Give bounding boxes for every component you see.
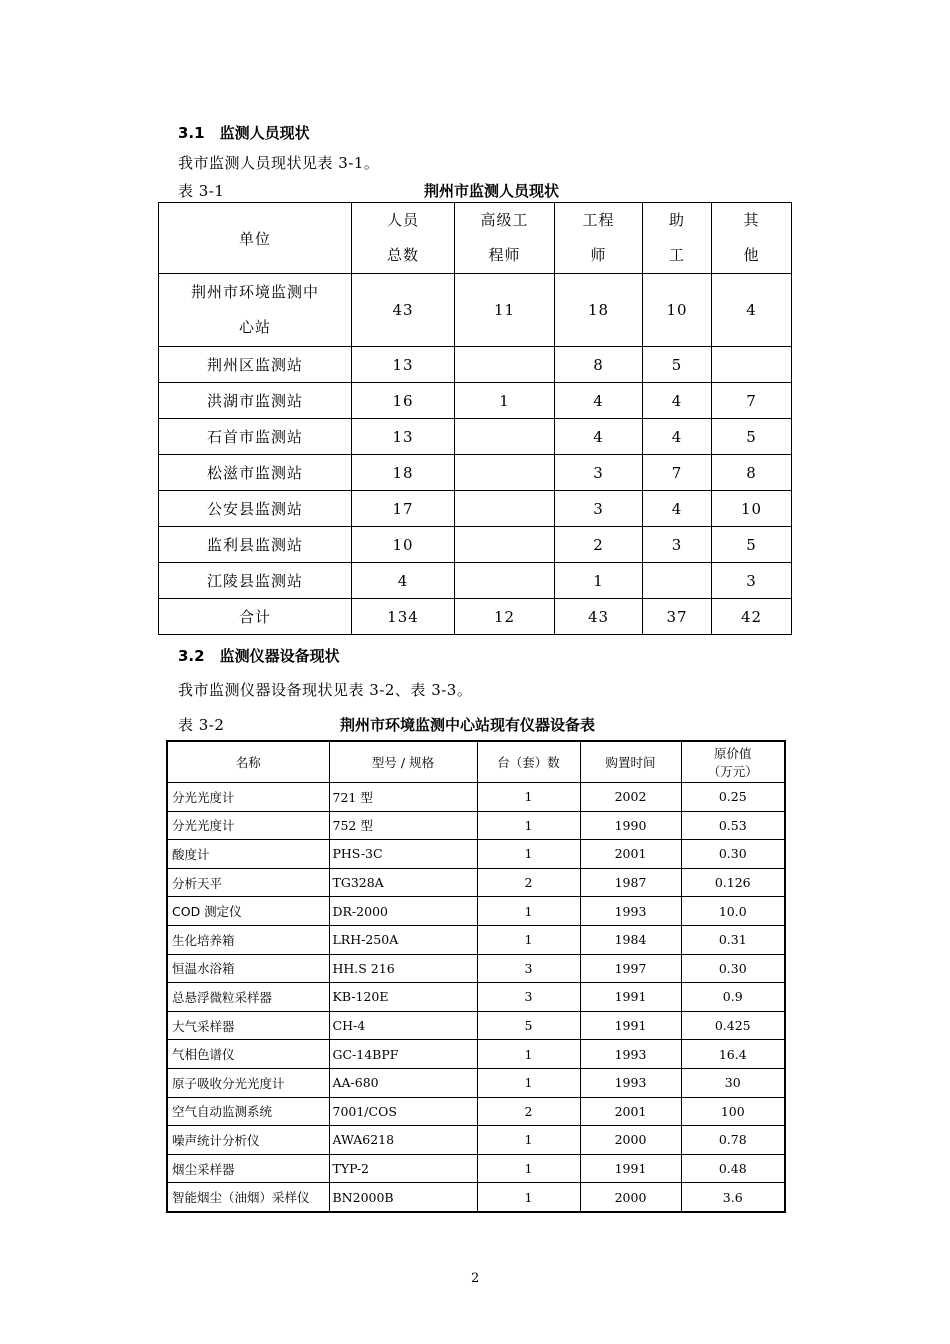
header-assistant-line2: 工 <box>668 246 685 264</box>
cell-other: 8 <box>712 455 792 491</box>
section-3-2-title: 3.2 监测仪器设备现状 <box>178 647 340 665</box>
cell-purchase-time: 1993 <box>580 1068 681 1097</box>
cell-engineer: 43 <box>555 599 643 635</box>
header-other <box>712 203 792 274</box>
cell-name: 大气采样器 <box>167 1011 329 1040</box>
page-number: 2 <box>471 1271 480 1286</box>
cell-original-value: 0.425 <box>681 1011 785 1040</box>
table-row <box>159 599 792 635</box>
cell-original-value: 0.9 <box>681 983 785 1012</box>
table-row <box>159 383 792 419</box>
cell-unit-label: 监利县监测站 <box>206 536 303 554</box>
cell-original-value: 30 <box>681 1068 785 1097</box>
cell-name: 恒温水浴箱 <box>167 954 329 983</box>
cell-unit-label: 荆州区监测站 <box>206 356 303 374</box>
cell-unit <box>159 599 352 635</box>
cell-other: 42 <box>712 599 792 635</box>
table-header-row <box>167 741 785 783</box>
cell-purchase-time: 1991 <box>580 1011 681 1040</box>
cell-model: GC-14BPF <box>329 1040 477 1069</box>
cell-model: 7001/COS <box>329 1097 477 1126</box>
header-assistant <box>643 203 712 274</box>
table-row <box>167 783 785 812</box>
cell-model: 752 型 <box>329 811 477 840</box>
cell-senior <box>455 491 555 527</box>
cell-model: AA-680 <box>329 1068 477 1097</box>
header-assistant-line1: 助 <box>668 211 685 229</box>
cell-purchase-time: 2000 <box>580 1183 681 1212</box>
cell-senior: 12 <box>455 599 555 635</box>
cell-total: 134 <box>352 599 455 635</box>
table-header-row <box>159 203 792 274</box>
cell-unit <box>159 563 352 599</box>
cell-quantity: 1 <box>477 1183 580 1212</box>
cell-total: 13 <box>352 347 455 383</box>
cell-assistant: 5 <box>643 347 712 383</box>
cell-name: 智能烟尘（油烟）采样仪 <box>167 1183 329 1212</box>
header-senior-engineer <box>455 203 555 274</box>
table-row <box>159 563 792 599</box>
header-unit <box>159 203 352 274</box>
table-3-1-title: 荆州市监测人员现状 <box>424 182 560 200</box>
cell-quantity: 1 <box>477 897 580 926</box>
cell-unit-label: 松滋市监测站 <box>206 464 303 482</box>
cell-quantity: 1 <box>477 783 580 812</box>
cell-original-value: 0.25 <box>681 783 785 812</box>
cell-total: 17 <box>352 491 455 527</box>
table-row <box>159 455 792 491</box>
table-row <box>167 840 785 869</box>
cell-senior: 1 <box>455 383 555 419</box>
table-row <box>167 1154 785 1183</box>
cell-quantity: 2 <box>477 1097 580 1126</box>
cell-senior <box>455 419 555 455</box>
cell-assistant: 4 <box>643 491 712 527</box>
cell-unit <box>159 347 352 383</box>
table-3-1-label: 表 3-1 <box>178 182 225 200</box>
header-original-value-line1: 原价值 <box>713 746 752 761</box>
cell-engineer: 3 <box>555 491 643 527</box>
cell-purchase-time: 1993 <box>580 897 681 926</box>
cell-quantity: 1 <box>477 1126 580 1155</box>
cell-original-value: 0.30 <box>681 954 785 983</box>
cell-original-value: 0.30 <box>681 840 785 869</box>
cell-purchase-time: 1991 <box>580 983 681 1012</box>
cell-other: 10 <box>712 491 792 527</box>
header-engineer <box>555 203 643 274</box>
cell-engineer: 8 <box>555 347 643 383</box>
header-total-line2: 总数 <box>386 246 419 264</box>
cell-original-value: 0.31 <box>681 925 785 954</box>
cell-assistant: 3 <box>643 527 712 563</box>
cell-name: 分析天平 <box>167 868 329 897</box>
cell-model: CH-4 <box>329 1011 477 1040</box>
cell-original-value: 16.4 <box>681 1040 785 1069</box>
cell-quantity: 5 <box>477 1011 580 1040</box>
header-name: 名称 <box>167 741 329 783</box>
cell-name: COD 测定仪 <box>167 897 329 926</box>
cell-name: 烟尘采样器 <box>167 1154 329 1183</box>
table-row <box>167 1068 785 1097</box>
section-3-1-intro: 我市监测人员现状见表 3-1。 <box>178 154 380 172</box>
cell-senior: 11 <box>455 274 555 347</box>
cell-unit-label: 合计 <box>238 608 271 626</box>
table-3-2-label: 表 3-2 <box>178 716 225 734</box>
cell-name: 分光光度计 <box>167 783 329 812</box>
header-original-value <box>681 741 785 783</box>
cell-purchase-time: 1987 <box>580 868 681 897</box>
cell-other: 4 <box>712 274 792 347</box>
table-row <box>159 491 792 527</box>
header-senior-engineer-line1: 高级工 <box>480 211 529 229</box>
cell-unit <box>159 527 352 563</box>
cell-name: 总悬浮微粒采样器 <box>167 983 329 1012</box>
cell-other: 5 <box>712 527 792 563</box>
cell-total: 18 <box>352 455 455 491</box>
cell-purchase-time: 2000 <box>580 1126 681 1155</box>
cell-other: 3 <box>712 563 792 599</box>
cell-assistant: 7 <box>643 455 712 491</box>
cell-purchase-time: 2002 <box>580 783 681 812</box>
header-unit-label: 单位 <box>238 229 271 248</box>
cell-model: KB-120E <box>329 983 477 1012</box>
cell-name: 酸度计 <box>167 840 329 869</box>
cell-model: AWA6218 <box>329 1126 477 1155</box>
cell-engineer: 4 <box>555 419 643 455</box>
cell-assistant: 10 <box>643 274 712 347</box>
cell-original-value: 100 <box>681 1097 785 1126</box>
cell-original-value: 0.78 <box>681 1126 785 1155</box>
cell-unit <box>159 455 352 491</box>
header-quantity: 台（套）数 <box>477 741 580 783</box>
cell-quantity: 3 <box>477 983 580 1012</box>
cell-senior <box>455 563 555 599</box>
cell-unit-label: 公安县监测站 <box>206 500 303 518</box>
table-row <box>159 274 792 347</box>
cell-original-value: 0.53 <box>681 811 785 840</box>
cell-engineer: 3 <box>555 455 643 491</box>
cell-total: 43 <box>352 274 455 347</box>
cell-quantity: 1 <box>477 925 580 954</box>
cell-model: LRH-250A <box>329 925 477 954</box>
cell-assistant <box>643 563 712 599</box>
cell-unit-line1: 荆州市环境监测中 <box>190 283 319 301</box>
header-original-value-line2: （万元） <box>707 764 758 779</box>
table-row <box>167 1126 785 1155</box>
cell-other: 7 <box>712 383 792 419</box>
cell-purchase-time: 1991 <box>580 1154 681 1183</box>
cell-total: 16 <box>352 383 455 419</box>
cell-total: 13 <box>352 419 455 455</box>
cell-total: 10 <box>352 527 455 563</box>
cell-model: BN2000B <box>329 1183 477 1212</box>
cell-purchase-time: 1997 <box>580 954 681 983</box>
cell-purchase-time: 1984 <box>580 925 681 954</box>
cell-original-value: 0.48 <box>681 1154 785 1183</box>
cell-model: DR-2000 <box>329 897 477 926</box>
cell-name: 噪声统计分析仪 <box>167 1126 329 1155</box>
cell-other: 5 <box>712 419 792 455</box>
cell-model: TG328A <box>329 868 477 897</box>
table-row <box>167 925 785 954</box>
table-row <box>167 811 785 840</box>
header-engineer-line2: 师 <box>590 246 607 264</box>
table-row <box>167 1183 785 1212</box>
table-row <box>167 954 785 983</box>
cell-engineer: 1 <box>555 563 643 599</box>
cell-assistant: 4 <box>643 383 712 419</box>
section-3-1-title: 3.1 监测人员现状 <box>178 124 310 142</box>
cell-original-value: 3.6 <box>681 1183 785 1212</box>
cell-unit-line2: 心站 <box>238 318 271 336</box>
cell-original-value: 0.126 <box>681 868 785 897</box>
cell-quantity: 1 <box>477 1154 580 1183</box>
cell-total: 4 <box>352 563 455 599</box>
table-row <box>167 897 785 926</box>
cell-quantity: 1 <box>477 1040 580 1069</box>
cell-name: 分光光度计 <box>167 811 329 840</box>
staff-table <box>158 202 792 635</box>
cell-purchase-time: 2001 <box>580 1097 681 1126</box>
cell-senior <box>455 527 555 563</box>
header-total-line1: 人员 <box>386 211 419 229</box>
table-row <box>167 1040 785 1069</box>
cell-unit <box>159 491 352 527</box>
cell-engineer: 2 <box>555 527 643 563</box>
cell-purchase-time: 2001 <box>580 840 681 869</box>
header-other-line1: 其 <box>743 211 760 229</box>
cell-other <box>712 347 792 383</box>
cell-unit-label: 洪湖市监测站 <box>206 392 303 410</box>
table-row <box>167 1097 785 1126</box>
cell-model: TYP-2 <box>329 1154 477 1183</box>
cell-name: 生化培养箱 <box>167 925 329 954</box>
cell-assistant: 37 <box>643 599 712 635</box>
cell-unit <box>159 274 352 347</box>
cell-unit <box>159 383 352 419</box>
table-row <box>159 347 792 383</box>
header-engineer-line1: 工程 <box>582 211 615 229</box>
cell-model: PHS-3C <box>329 840 477 869</box>
cell-unit-label: 石首市监测站 <box>206 428 303 446</box>
table-row <box>159 419 792 455</box>
header-model: 型号 / 规格 <box>329 741 477 783</box>
header-total <box>352 203 455 274</box>
cell-model: 721 型 <box>329 783 477 812</box>
header-other-line2: 他 <box>743 246 760 264</box>
cell-purchase-time: 1990 <box>580 811 681 840</box>
table-row <box>167 983 785 1012</box>
cell-quantity: 1 <box>477 811 580 840</box>
header-senior-engineer-line2: 程师 <box>488 246 521 264</box>
table-row <box>167 1011 785 1040</box>
table-row <box>167 868 785 897</box>
cell-purchase-time: 1993 <box>580 1040 681 1069</box>
cell-unit <box>159 419 352 455</box>
cell-quantity: 2 <box>477 868 580 897</box>
cell-engineer: 4 <box>555 383 643 419</box>
cell-quantity: 3 <box>477 954 580 983</box>
cell-senior <box>455 455 555 491</box>
table-row <box>159 527 792 563</box>
cell-name: 原子吸收分光光度计 <box>167 1068 329 1097</box>
equipment-table <box>166 740 786 1213</box>
cell-name: 空气自动监测系统 <box>167 1097 329 1126</box>
cell-model: HH.S 216 <box>329 954 477 983</box>
cell-quantity: 1 <box>477 1068 580 1097</box>
cell-unit-label: 江陵县监测站 <box>206 572 303 590</box>
cell-name: 气相色谱仪 <box>167 1040 329 1069</box>
table-3-2-title: 荆州市环境监测中心站现有仪器设备表 <box>340 716 596 734</box>
header-purchase-time: 购置时间 <box>580 741 681 783</box>
cell-engineer: 18 <box>555 274 643 347</box>
cell-quantity: 1 <box>477 840 580 869</box>
cell-assistant: 4 <box>643 419 712 455</box>
cell-senior <box>455 347 555 383</box>
section-3-2-intro: 我市监测仪器设备现状见表 3-2、表 3-3。 <box>178 681 473 699</box>
cell-original-value: 10.0 <box>681 897 785 926</box>
